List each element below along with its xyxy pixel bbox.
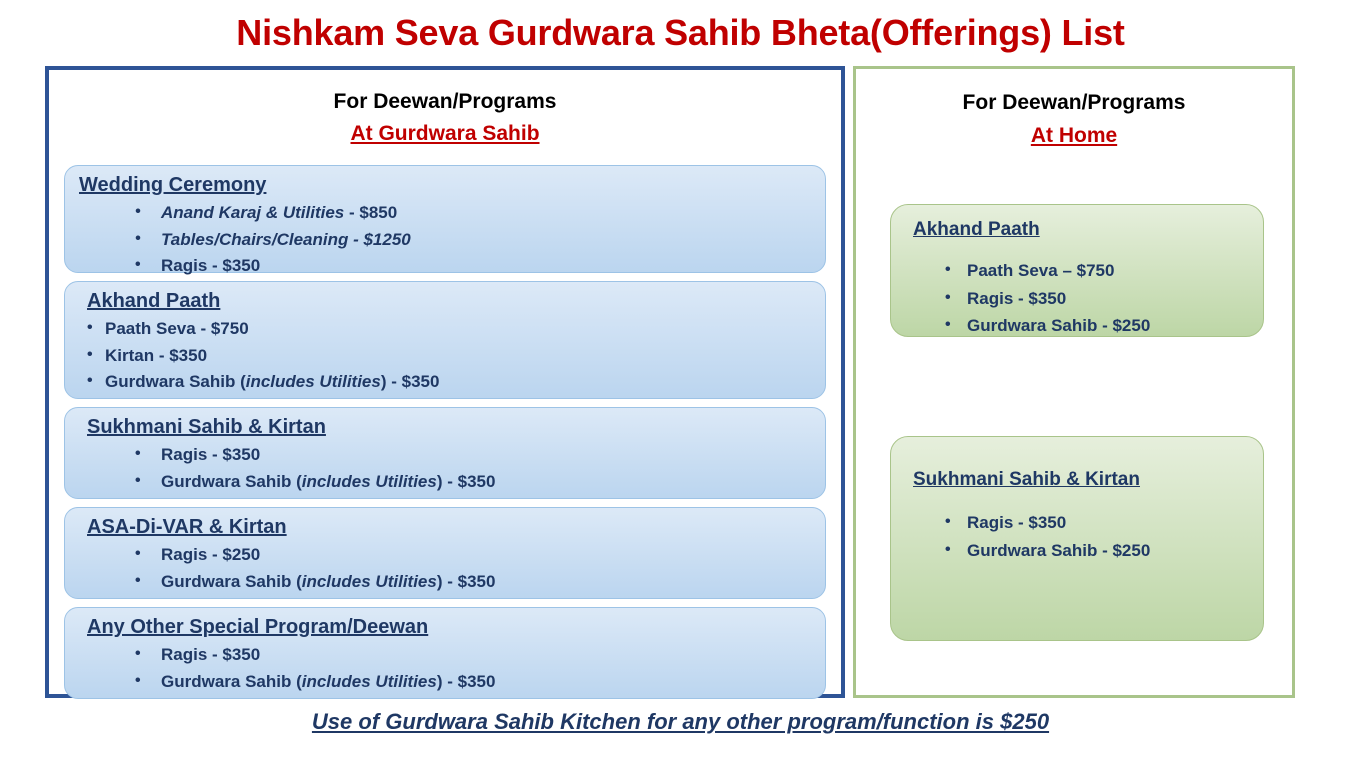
list-item: • Tables/Chairs/Cleaning - $1250	[79, 227, 811, 254]
list-item: • Gurdwara Sahib (includes Utilities) - $350	[79, 569, 811, 596]
list-item: • Paath Seva – $750	[901, 257, 1253, 285]
card-heading: Sukhmani Sahib & Kirtan	[913, 469, 1140, 490]
left-panel	[45, 66, 845, 698]
list-item: • Ragis - $250	[79, 542, 811, 569]
card-item-list	[79, 542, 811, 595]
card-asa-di-var-kirtan	[64, 507, 826, 599]
card-akhand-paath	[64, 281, 826, 399]
footer-note: Use of Gurdwara Sahib Kitchen for any other program/function is $250	[311, 709, 1050, 734]
card-wedding-ceremony	[64, 165, 826, 276]
right-panel	[853, 66, 1295, 698]
list-item: • Gurdwara Sahib (includes Utilities) - $350	[79, 469, 811, 496]
list-item: • Ragis - $350	[79, 442, 811, 469]
card-item-list	[79, 200, 811, 280]
card-sukhmani-sahib-kirtan	[64, 407, 826, 499]
card-heading: Akhand Paath	[87, 290, 221, 312]
card-item-list	[901, 257, 1253, 340]
list-item: • Ragis - $350	[79, 642, 811, 669]
right-panel-heading-line2: At Home	[1030, 123, 1118, 147]
list-item: • Kirtan - $350	[79, 343, 811, 370]
list-item: • Paath Seva - $750	[79, 316, 811, 343]
card-home-akhand-paath	[890, 204, 1264, 337]
card-item-list	[79, 442, 811, 495]
list-item: • Gurdwara Sahib - $250	[901, 537, 1253, 565]
list-item: • Ragis - $350	[79, 253, 811, 280]
list-item: • Anand Karaj & Utilities - $850	[79, 200, 811, 227]
card-home-sukhmani-sahib-kirtan	[890, 436, 1264, 641]
page-title: Nishkam Seva Gurdwara Sahib Bheta(Offerings) List	[236, 12, 1125, 53]
card-any-other-special-program	[64, 607, 826, 699]
card-heading: Akhand Paath	[913, 219, 1040, 240]
card-heading: ASA-Di-VAR & Kirtan	[87, 516, 287, 538]
list-item: • Gurdwara Sahib (includes Utilities) - $350	[79, 369, 811, 396]
card-heading: Sukhmani Sahib & Kirtan	[87, 416, 326, 438]
list-item: • Gurdwara Sahib (includes Utilities) - $350	[79, 669, 811, 696]
card-heading: Wedding Ceremony	[79, 174, 267, 196]
card-item-list	[901, 509, 1253, 564]
left-panel-heading-line2: At Gurdwara Sahib	[350, 121, 540, 145]
card-heading: Any Other Special Program/Deewan	[87, 616, 429, 638]
list-item: • Ragis - $350	[901, 509, 1253, 537]
list-item: • Gurdwara Sahib - $250	[901, 312, 1253, 340]
card-item-list	[79, 316, 811, 396]
card-item-list	[79, 642, 811, 695]
right-panel-heading	[856, 87, 1292, 152]
list-item: • Ragis - $350	[901, 285, 1253, 313]
left-panel-heading-line1: For Deewan/Programs	[333, 90, 557, 113]
left-panel-heading	[49, 86, 841, 149]
right-panel-heading-line1: For Deewan/Programs	[962, 91, 1186, 114]
